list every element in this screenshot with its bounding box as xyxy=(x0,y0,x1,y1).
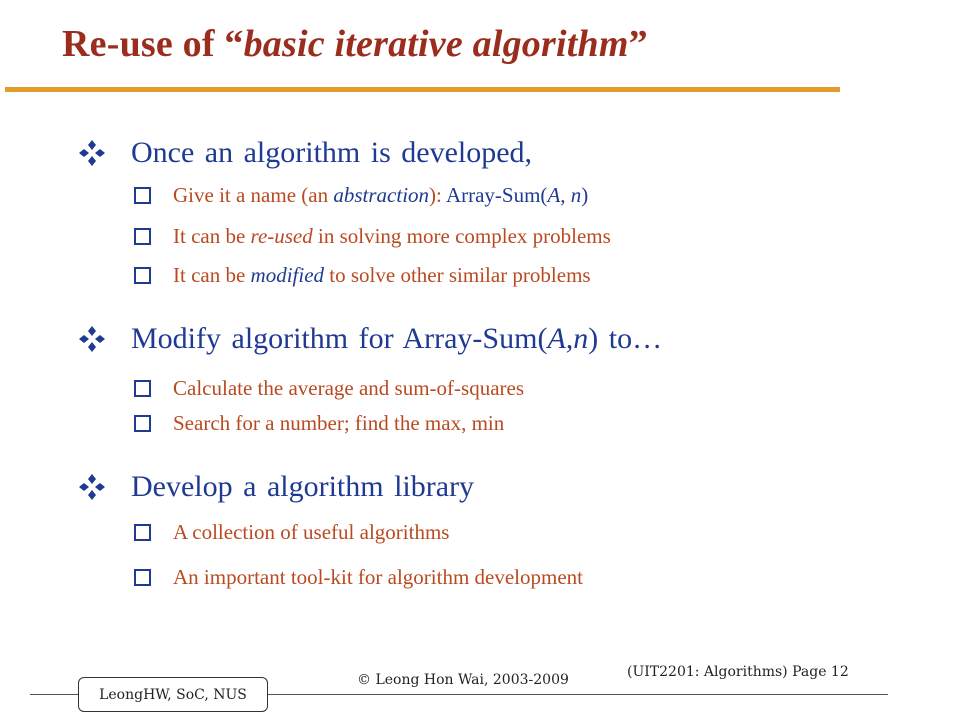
item-text-part: It can be xyxy=(173,224,251,248)
footer-author: LeongHW, SoC, NUS xyxy=(99,686,247,703)
hollow-square-bullet-icon xyxy=(134,187,151,204)
hollow-square-bullet-icon xyxy=(134,267,151,284)
section-heading-text: Develop a algorithm library xyxy=(131,470,475,503)
list-item-text xyxy=(173,183,588,208)
footer-page-label: (UIT2201: Algorithms) Page 12 xyxy=(627,664,849,680)
title-underline xyxy=(5,87,840,92)
title-emphasis: basic iterative algorithm xyxy=(243,23,629,65)
footer-copyright: © Leong Hon Wai, 2003-2009 xyxy=(357,672,569,688)
four-diamond-bullet-icon xyxy=(78,325,106,353)
list-item-text: An important tool-kit for algorithm development xyxy=(173,565,584,589)
item-emphasis: re-used xyxy=(250,224,313,248)
hollow-square-bullet-icon xyxy=(134,380,151,397)
hollow-square-bullet-icon xyxy=(134,569,151,586)
heading-params: A,n xyxy=(547,322,589,355)
item-text-part: to solve other similar problems xyxy=(324,263,591,287)
four-diamond-bullet-icon xyxy=(78,473,106,501)
footer-author-box xyxy=(78,677,268,712)
list-item-text xyxy=(173,263,591,288)
item-text-part: in solving more complex problems xyxy=(312,224,611,248)
algorithm-name: Array-Sum( xyxy=(445,183,548,207)
heading-text-part: ) to… xyxy=(588,322,663,355)
title-prefix: Re-use of “ xyxy=(62,23,244,65)
list-item-text: Calculate the average and sum-of-squares xyxy=(173,376,525,400)
four-diamond-bullet-icon xyxy=(78,139,106,167)
algorithm-name-end: ) xyxy=(581,183,589,207)
list-item-text: Search for a number; find the max, min xyxy=(173,411,505,435)
list-item-text xyxy=(173,224,611,249)
section-heading-text: Once an algorithm is developed, xyxy=(131,136,533,169)
item-text-part: It can be xyxy=(173,263,251,287)
item-emphasis: abstraction xyxy=(333,183,430,207)
section-heading-text xyxy=(131,322,662,356)
title-suffix: ” xyxy=(628,23,648,65)
hollow-square-bullet-icon xyxy=(134,228,151,245)
hollow-square-bullet-icon xyxy=(134,415,151,432)
heading-text-part: Modify algorithm for Array-Sum( xyxy=(131,322,548,355)
algorithm-params: A, n xyxy=(547,183,582,207)
item-text-part: ): xyxy=(429,183,446,207)
hollow-square-bullet-icon xyxy=(134,524,151,541)
slide-title xyxy=(62,22,648,66)
list-item-text: A collection of useful algorithms xyxy=(173,520,450,544)
item-emphasis: modified xyxy=(250,263,325,287)
item-text-part: Give it a name (an xyxy=(173,183,334,207)
